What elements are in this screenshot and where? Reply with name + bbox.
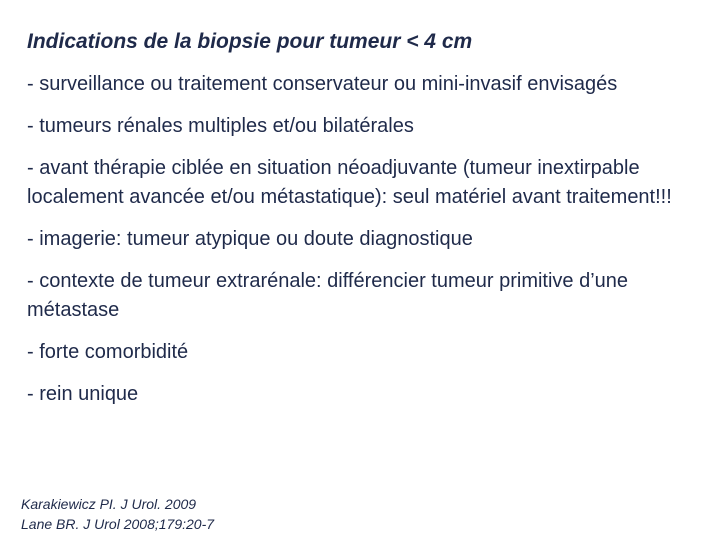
references [21, 494, 214, 534]
list-item: - forte comorbidité [27, 341, 189, 363]
indications-list [27, 70, 707, 422]
list-item: - contexte de tumeur extrarénale: différencier tumeur primitive d’une métastase [27, 270, 629, 321]
list-item: - surveillance ou traitement conservateur ou mini-invasif envisagés [27, 73, 618, 95]
list-item: - avant thérapie ciblée en situation néoadjuvante (tumeur inextirpable localement avancée et/ou métastatique): seul matériel avant traitement!!! [27, 157, 672, 208]
list-item: - rein unique [27, 383, 139, 405]
slide-title: Indications de la biopsie pour tumeur < 4 cm [27, 30, 473, 53]
list-item: - imagerie: tumeur atypique ou doute diagnostique [27, 228, 473, 250]
reference-line: Karakiewicz PI. J Urol. 2009 [21, 496, 197, 512]
reference-line: Lane BR. J Urol 2008;179:20-7 [21, 516, 215, 532]
list-item: - tumeurs rénales multiples et/ou bilatérales [27, 115, 414, 137]
